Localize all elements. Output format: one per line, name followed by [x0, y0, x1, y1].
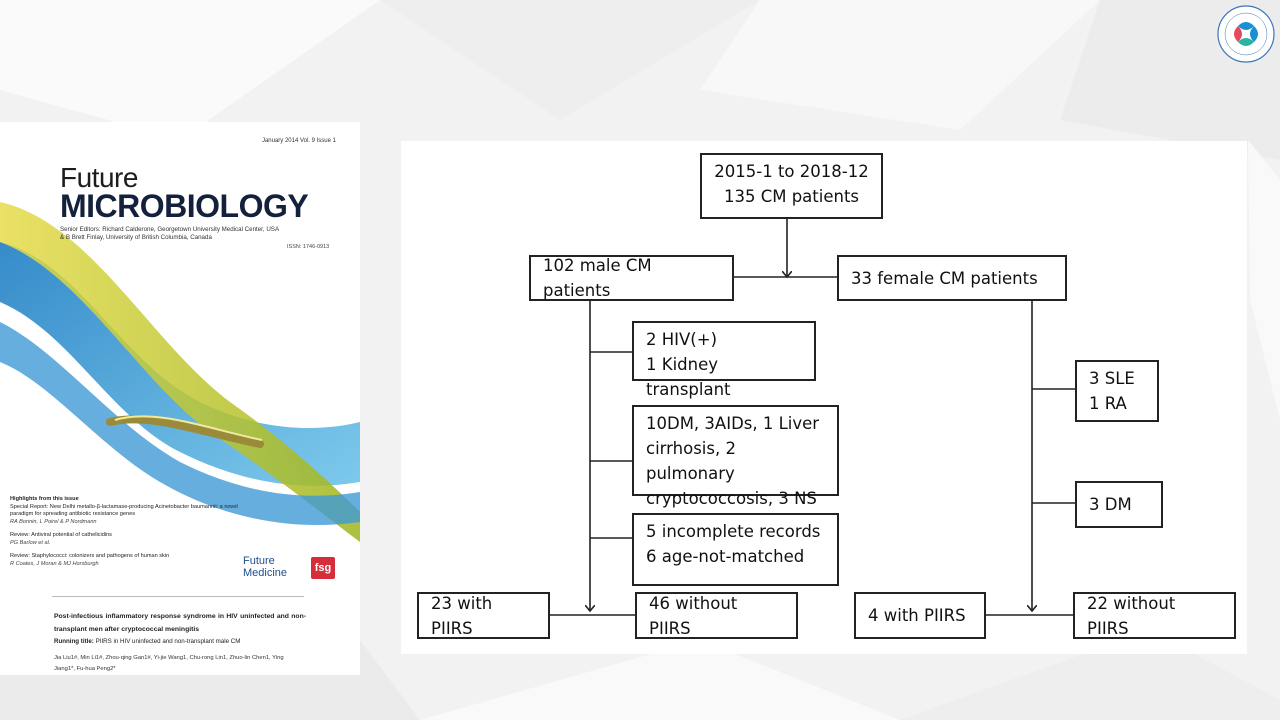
publisher-logo: [243, 556, 287, 579]
flow-box-male-exclusion-3: 5 incomplete records 6 age-not-matched: [632, 513, 839, 586]
cover-editors: [60, 226, 350, 243]
hospital-logo-icon: [1216, 4, 1276, 64]
flow-box-male-exclusion-1: 2 HIV(+) 1 Kidney transplant: [632, 321, 816, 381]
flowchart: [401, 141, 1247, 654]
highlight-3-authors: R Coates, J Moran & MJ Horsburgh: [10, 560, 99, 567]
flow-box-female-with-piirs: 4 with PIIRS: [854, 592, 986, 639]
flow-box-root: 2015-1 to 2018-12 135 CM patients: [700, 153, 883, 219]
flow-box-male-with-piirs: 23 with PIIRS: [417, 592, 550, 639]
highlight-1-title: Special Report: New Delhi metallo-β-lactamase-producing Acinetobacter baumannii: a novel paradigm for spreading antibiotic resistance genes: [10, 503, 238, 518]
cover-editors-line1: Senior Editors: Richard Calderone, Georgetown University Medical Center, USA: [60, 226, 280, 233]
cover-issue: January 2014 Vol. 9 Issue 1: [261, 138, 336, 144]
flow-box-female-exclusion-2: 3 DM: [1075, 481, 1163, 528]
highlight-1-authors: RA Bonnin, L Poirel & P Nordmann: [10, 518, 97, 525]
flow-box-male-exclusion-2: 10DM, 3AIDs, 1 Liver cirrhosis, 2 pulmonary cryptococcosis, 3 NS: [632, 405, 839, 496]
paper-title: Post-infectious inflammatory response syndrome in HIV uninfected and non-transplant men after cryptococcal meningitis: [54, 613, 306, 633]
publisher-line2: Medicine: [243, 566, 288, 579]
paper-authors: Jia Liu1#, Min Li1#, Zhou-qing Gan1#, Yi-jie Wang1, Chu-rong Lin1, Zhuo-lin Chen1, Ying Jiang1*, Fu-hua Peng2*: [54, 655, 284, 672]
running-title-text: PIIRS in HIV uninfected and non-transplant male CM: [95, 638, 241, 645]
running-title: [54, 638, 240, 645]
flow-box-female-without-piirs: 22 without PIIRS: [1073, 592, 1236, 639]
highlights-heading: Highlights from this issue: [10, 496, 79, 502]
cover-title-line1: Future: [60, 162, 138, 193]
flow-box-female-exclusion-1: 3 SLE 1 RA: [1075, 360, 1159, 422]
journal-cover: [0, 122, 360, 675]
highlight-3-title: Review: Staphylococci: colonizers and pathogens of human skin: [10, 553, 170, 560]
publisher-badge: fsg: [311, 557, 335, 579]
highlight-2-title: Review: Antiviral potential of cathelicidins: [10, 532, 112, 539]
cover-editors-line2: & B Brett Finlay, University of British Columbia, Canada: [60, 234, 212, 242]
cover-divider: [52, 596, 304, 597]
flow-box-male: 102 male CM patients: [529, 255, 734, 301]
flow-box-male-without-piirs: 46 without PIIRS: [635, 592, 798, 639]
cover-title-line2: MICROBIOLOGY: [60, 188, 309, 224]
cover-highlights: [10, 496, 250, 568]
cover-issn: ISSN: 1746-0913: [287, 244, 330, 250]
running-title-label: Running title:: [54, 638, 94, 645]
flow-box-female: 33 female CM patients: [837, 255, 1067, 301]
highlight-2-authors: PG Barlow et al.: [10, 539, 51, 546]
publisher-line1: Future: [243, 555, 275, 567]
